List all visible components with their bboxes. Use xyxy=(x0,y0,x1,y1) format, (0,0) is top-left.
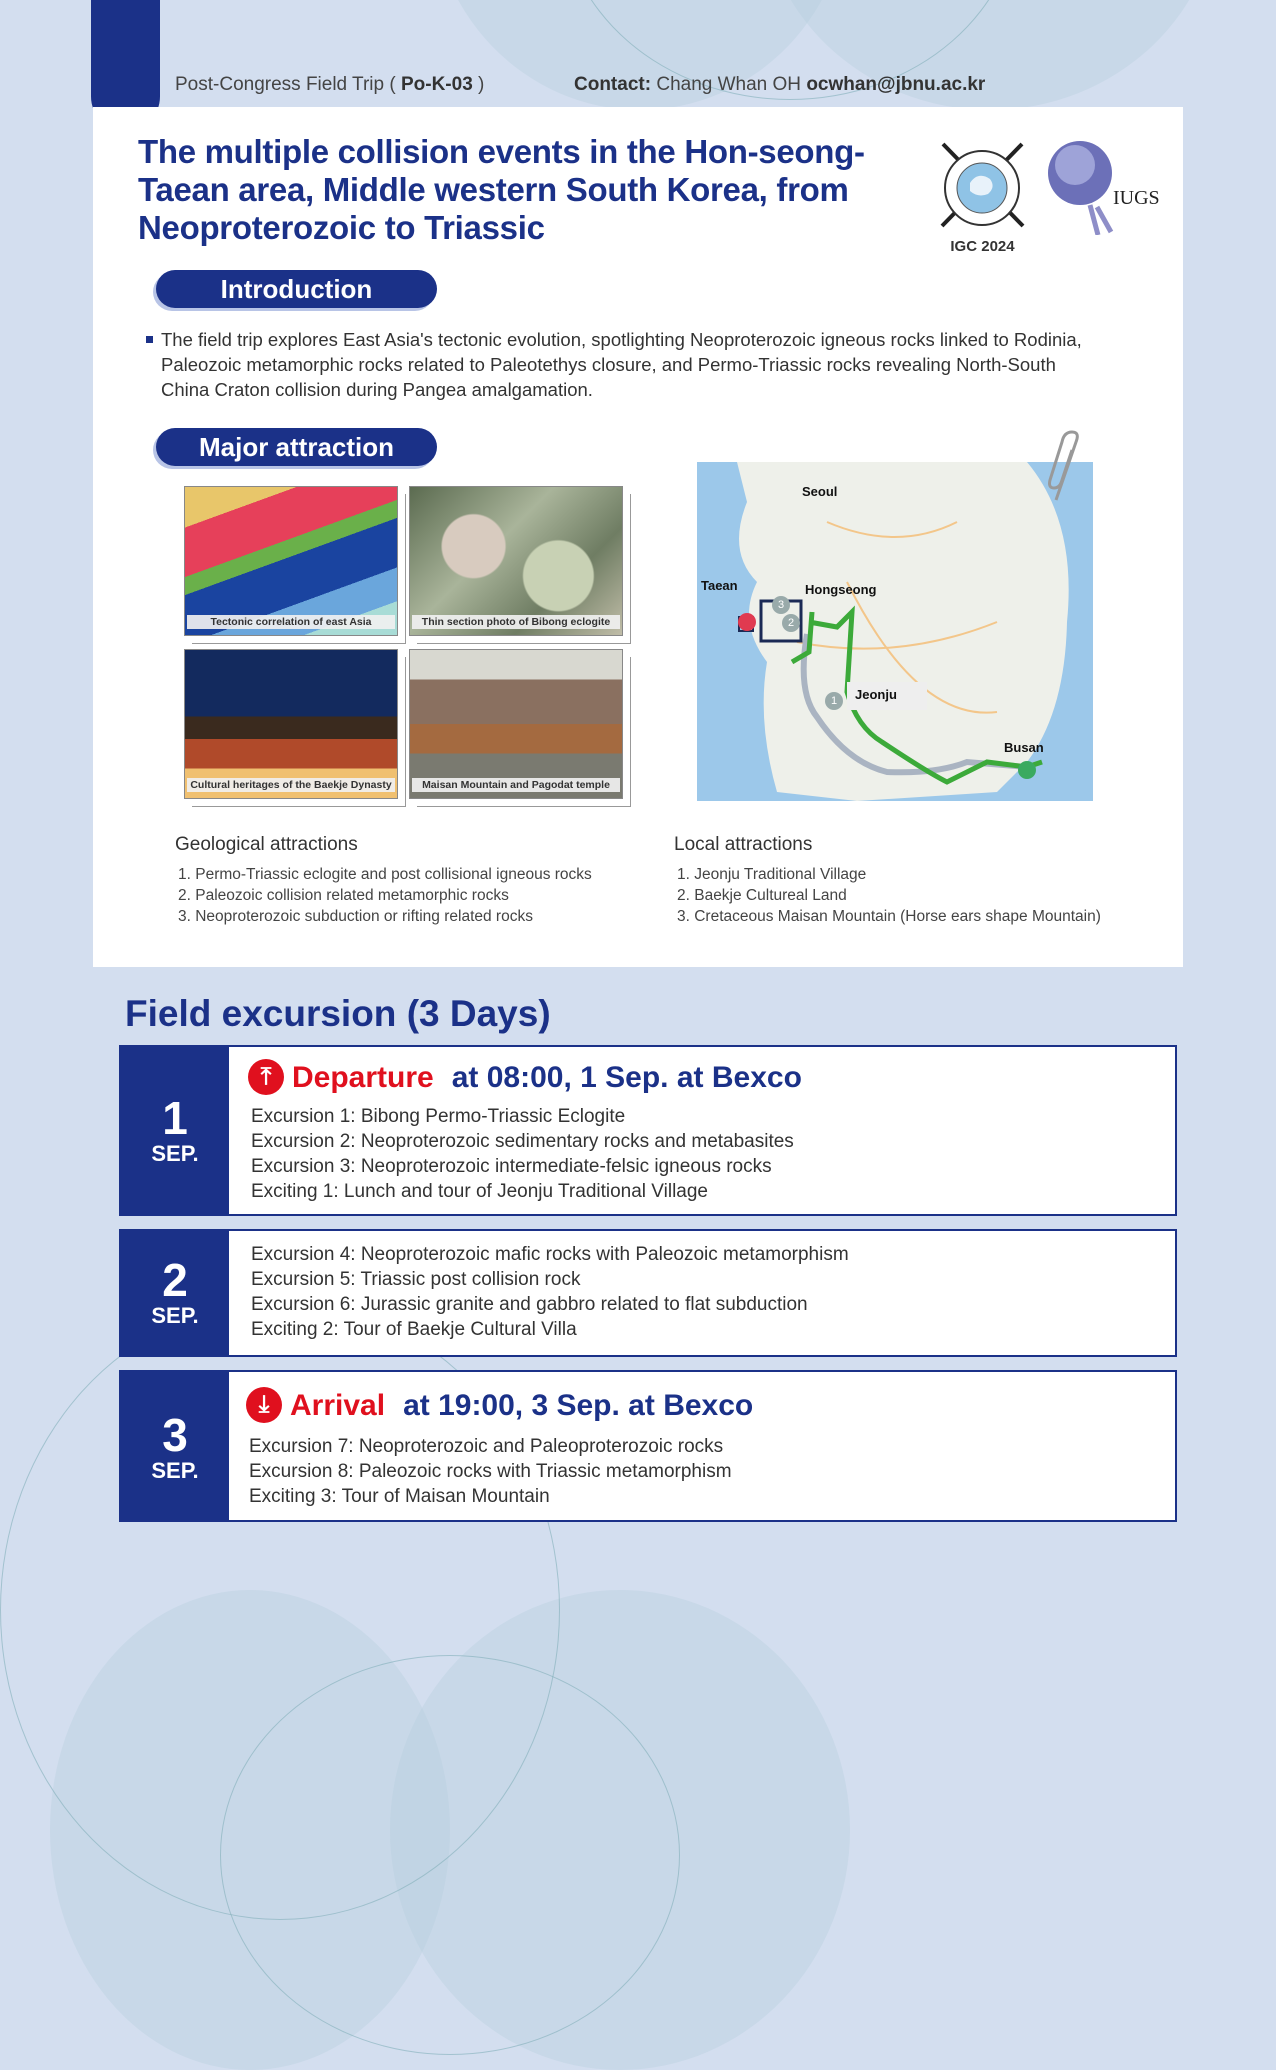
photo-caption: Thin section photo of Bibong eclogite xyxy=(412,615,620,629)
day-3-items xyxy=(249,1434,732,1509)
day-2-items xyxy=(251,1242,849,1342)
start-pin-icon xyxy=(738,613,756,631)
route-map[interactable] xyxy=(697,462,1093,801)
day-1-date: 1 SEP. xyxy=(121,1047,229,1214)
day-3-card xyxy=(119,1370,1177,1522)
excursion-title: Field excursion (3 Days) xyxy=(125,993,551,1034)
list-item: Excursion 6: Jurassic granite and gabbro related to flat subduction xyxy=(251,1294,808,1315)
photo-maisan-mountain xyxy=(409,649,623,799)
introduction-heading: Introduction xyxy=(156,270,437,308)
local-list xyxy=(677,864,1157,927)
list-item: Exciting 3: Tour of Maisan Mountain xyxy=(249,1486,550,1507)
departure-heading: ⤒ Departure at 08:00, 1 Sep. at Bexco xyxy=(248,1059,802,1095)
arrival-heading: ⤓ Arrival at 19:00, 3 Sep. at Bexco xyxy=(246,1387,753,1423)
photo-thin-section xyxy=(409,486,623,636)
local-heading: Local attractions xyxy=(674,834,813,855)
igc-logo xyxy=(935,138,1030,256)
departure-arrow-up-icon: ⤒ xyxy=(248,1059,284,1095)
list-item: Excursion 4: Neoproterozoic mafic rocks with Paleozoic metamorphism xyxy=(251,1244,849,1265)
trip-label: Post-Congress Field Trip ( Po-K-03 ) xyxy=(175,74,485,95)
map-label-jeonju: Jeonju xyxy=(847,682,927,710)
geological-heading: Geological attractions xyxy=(175,834,358,855)
map-stop-marker[interactable]: 3 xyxy=(772,596,790,614)
map-label-busan: Busan xyxy=(1004,740,1044,755)
arrival-arrow-down-icon: ⤓ xyxy=(246,1387,282,1423)
day-1-items xyxy=(251,1104,794,1204)
day-2-card xyxy=(119,1229,1177,1357)
bullet-icon xyxy=(146,336,153,343)
map-label-seoul: Seoul xyxy=(802,484,838,499)
map-stop-marker[interactable]: 1 xyxy=(825,692,843,710)
iugs-logo xyxy=(1045,135,1165,235)
day-3-date: 3 SEP. xyxy=(121,1372,229,1520)
major-attraction-heading: Major attraction xyxy=(156,428,437,466)
list-item: 3. Neoproterozoic subduction or rifting related rocks xyxy=(178,908,533,925)
iugs-label: IUGS xyxy=(1113,187,1160,209)
end-pin-icon xyxy=(1018,761,1036,779)
photo-caption: Cultural heritages of the Baekje Dynasty xyxy=(187,778,395,792)
paperclip-icon xyxy=(1048,430,1084,505)
contact-info: Contact: Chang Whan OH ocwhan@jbnu.ac.kr xyxy=(574,74,986,95)
photo-caption: Maisan Mountain and Pagodat temple xyxy=(412,778,620,792)
photo-caption: Tectonic correlation of east Asia xyxy=(187,615,395,629)
list-item: Exciting 1: Lunch and tour of Jeonju Traditional Village xyxy=(251,1181,709,1202)
day-2-date: 2 SEP. xyxy=(121,1231,229,1355)
map-label-taean: Taean xyxy=(701,578,738,593)
list-item: Excursion 2: Neoproterozoic sedimentary rocks and metabasites xyxy=(251,1131,794,1152)
list-item: Excursion 7: Neoproterozoic and Paleoproterozoic rocks xyxy=(249,1436,724,1457)
map-stop-marker[interactable]: 2 xyxy=(782,614,800,632)
list-item: 2. Baekje Cultureal Land xyxy=(677,887,847,904)
contact-email[interactable]: ocwhan@jbnu.ac.kr xyxy=(806,74,986,95)
list-item: Excursion 8: Paleozoic rocks with Triassic metamorphism xyxy=(249,1461,732,1482)
list-item: Exciting 2: Tour of Baekje Cultural Villa xyxy=(251,1319,577,1340)
list-item: 1. Jeonju Traditional Village xyxy=(677,866,867,883)
igc-label: IGC 2024 xyxy=(950,238,1015,255)
list-item: 1. Permo-Triassic eclogite and post collisional igneous rocks xyxy=(178,866,592,883)
list-item: Excursion 3: Neoproterozoic intermediate-felsic igneous rocks xyxy=(251,1156,772,1177)
introduction-text: The field trip explores East Asia's tectonic evolution, spotlighting Neoproterozoic igneous rocks linked to Rodinia, Paleozoic metamorphic rocks related to Paleotethys closure, and Permo-Triassic rocks revealing North-South China Craton collision during Pangea amalgamation. xyxy=(146,327,1106,402)
photo-tectonic-map xyxy=(184,486,398,636)
list-item: 2. Paleozoic collision related metamorphic rocks xyxy=(178,887,509,904)
list-item: 3. Cretaceous Maisan Mountain (Horse ears shape Mountain) xyxy=(677,908,1101,925)
photo-baekje-heritage xyxy=(184,649,398,799)
page-title: The multiple collision events in the Hon-seong-Taean area, Middle western South Korea, from Neoproterozoic to Triassic xyxy=(138,133,865,246)
geological-list xyxy=(178,864,598,927)
map-label-hongseong: Hongseong xyxy=(805,582,877,597)
list-item: Excursion 5: Triassic post collision rock xyxy=(251,1269,581,1290)
list-item: Excursion 1: Bibong Permo-Triassic Eclogite xyxy=(251,1106,626,1127)
day-1-card xyxy=(119,1045,1177,1216)
